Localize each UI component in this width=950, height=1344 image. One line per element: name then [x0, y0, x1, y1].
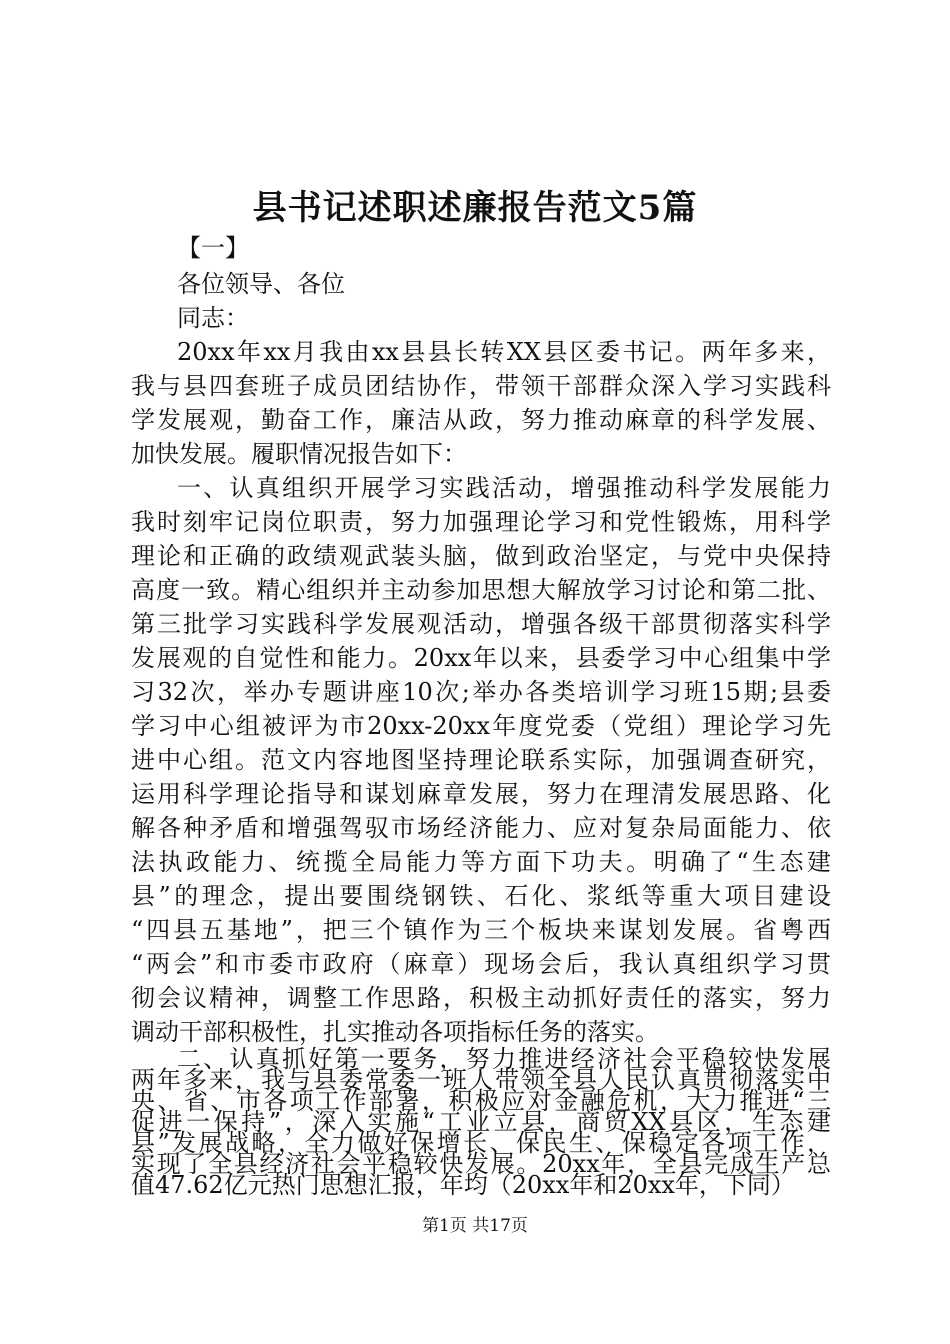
paragraph-2-line-16: 彻会议精神，调整工作思路，积极主动抓好责任的落实，努力 [131, 984, 831, 1012]
paragraph-2-line-7: 习32次，举办专题讲座10次;举办各类培训学习班15期;县委 [131, 678, 831, 706]
paragraph-2-line-5: 第三批学习实践科学发展观活动，增强各级干部贯彻落实科学 [131, 610, 831, 638]
paragraph-2-line-12: 法执政能力、统揽全局能力等方面下功夫。明确了“生态建 [131, 848, 831, 876]
paragraph-1-line-2: 我与县四套班子成员团结协作，带领干部群众深入学习实践科 [131, 372, 831, 400]
paragraph-3-line-5: 县”发展战略，全力做好保增长、保民生、保稳定各项工作， [131, 1129, 831, 1157]
paragraph-2-line-6: 发展观的自觉性和能力。20xx年以来，县委学习中心组集中学 [131, 644, 831, 672]
paragraph-3-line-7: 值47.62亿元热门思想汇报，年均（20xx年和20xx年，下同） [131, 1171, 795, 1199]
paragraph-2-line-13: 县”的理念，提出要围绕钢铁、石化、浆纸等重大项目建设 [131, 882, 831, 910]
paragraph-2-line-9: 进中心组。范文内容地图坚持理论联系实际，加强调查研究， [131, 746, 831, 774]
salutation-line-2: 同志： [177, 304, 249, 332]
paragraph-2-line-15: “两会”和市委市政府（麻章）现场会后，我认真组织学习贯 [131, 950, 831, 978]
paragraph-2-line-14: “四县五基地”，把三个镇作为三个板块来谋划发展。省粤西 [131, 916, 831, 944]
paragraph-2-line-10: 运用科学理论指导和谋划麻章发展，努力在理清发展思路、化 [131, 780, 831, 808]
paragraph-3-line-6: 实现了全县经济社会平稳较快发展。20xx年，全县完成生产总 [131, 1150, 831, 1178]
salutation-line-1: 各位领导、各位 [177, 270, 345, 298]
paragraph-3-line-2: 两年多来，我与县委常委一班人带领全县人民认真贯彻落实中 [131, 1066, 831, 1094]
paragraph-3-line-3: 央、省、市各项工作部署，积极应对金融危机，大力推进“三 [131, 1087, 831, 1115]
section-marker: 【一】 [177, 234, 249, 262]
paragraph-2-line-8: 学习中心组被评为市20xx-20xx年度党委（党组）理论学习先 [131, 712, 831, 740]
paragraph-3-line-1: 二、认真抓好第一要务，努力推进经济社会平稳较快发展 [177, 1045, 831, 1073]
paragraph-1-line-3: 学发展观，勤奋工作，廉洁从政，努力推动麻章的科学发展、 [131, 406, 831, 434]
paragraph-2-line-3: 理论和正确的政绩观武装头脑，做到政治坚定，与党中央保持 [131, 542, 831, 570]
paragraph-2-line-2: 我时刻牢记岗位职责，努力加强理论学习和党性锻炼，用科学 [131, 508, 831, 536]
paragraph-3-line-4: 促进一保持”，深入实施“工业立县，商贸XX县区，生态建 [131, 1108, 831, 1136]
paragraph-2-line-11: 解各种矛盾和增强驾驭市场经济能力、应对复杂局面能力、依 [131, 814, 831, 842]
page-footer: 第1页 共17页 [422, 1216, 528, 1236]
paragraph-2-line-4: 高度一致。精心组织并主动参加思想大解放学习讨论和第二批、 [131, 576, 831, 604]
paragraph-1-line-4: 加快发展。履职情况报告如下： [131, 440, 467, 468]
paragraph-1-line-1: 20xx年xx月我由xx县县长转XX县区委书记。两年多来， [177, 338, 831, 366]
paragraph-2-line-1: 一、认真组织开展学习实践活动，增强推动科学发展能力 [177, 474, 831, 502]
paragraph-2-line-17: 调动干部积极性，扎实推动各项指标任务的落实。 [131, 1018, 659, 1046]
document-title: 县书记述职述廉报告范文5篇 [252, 188, 698, 228]
